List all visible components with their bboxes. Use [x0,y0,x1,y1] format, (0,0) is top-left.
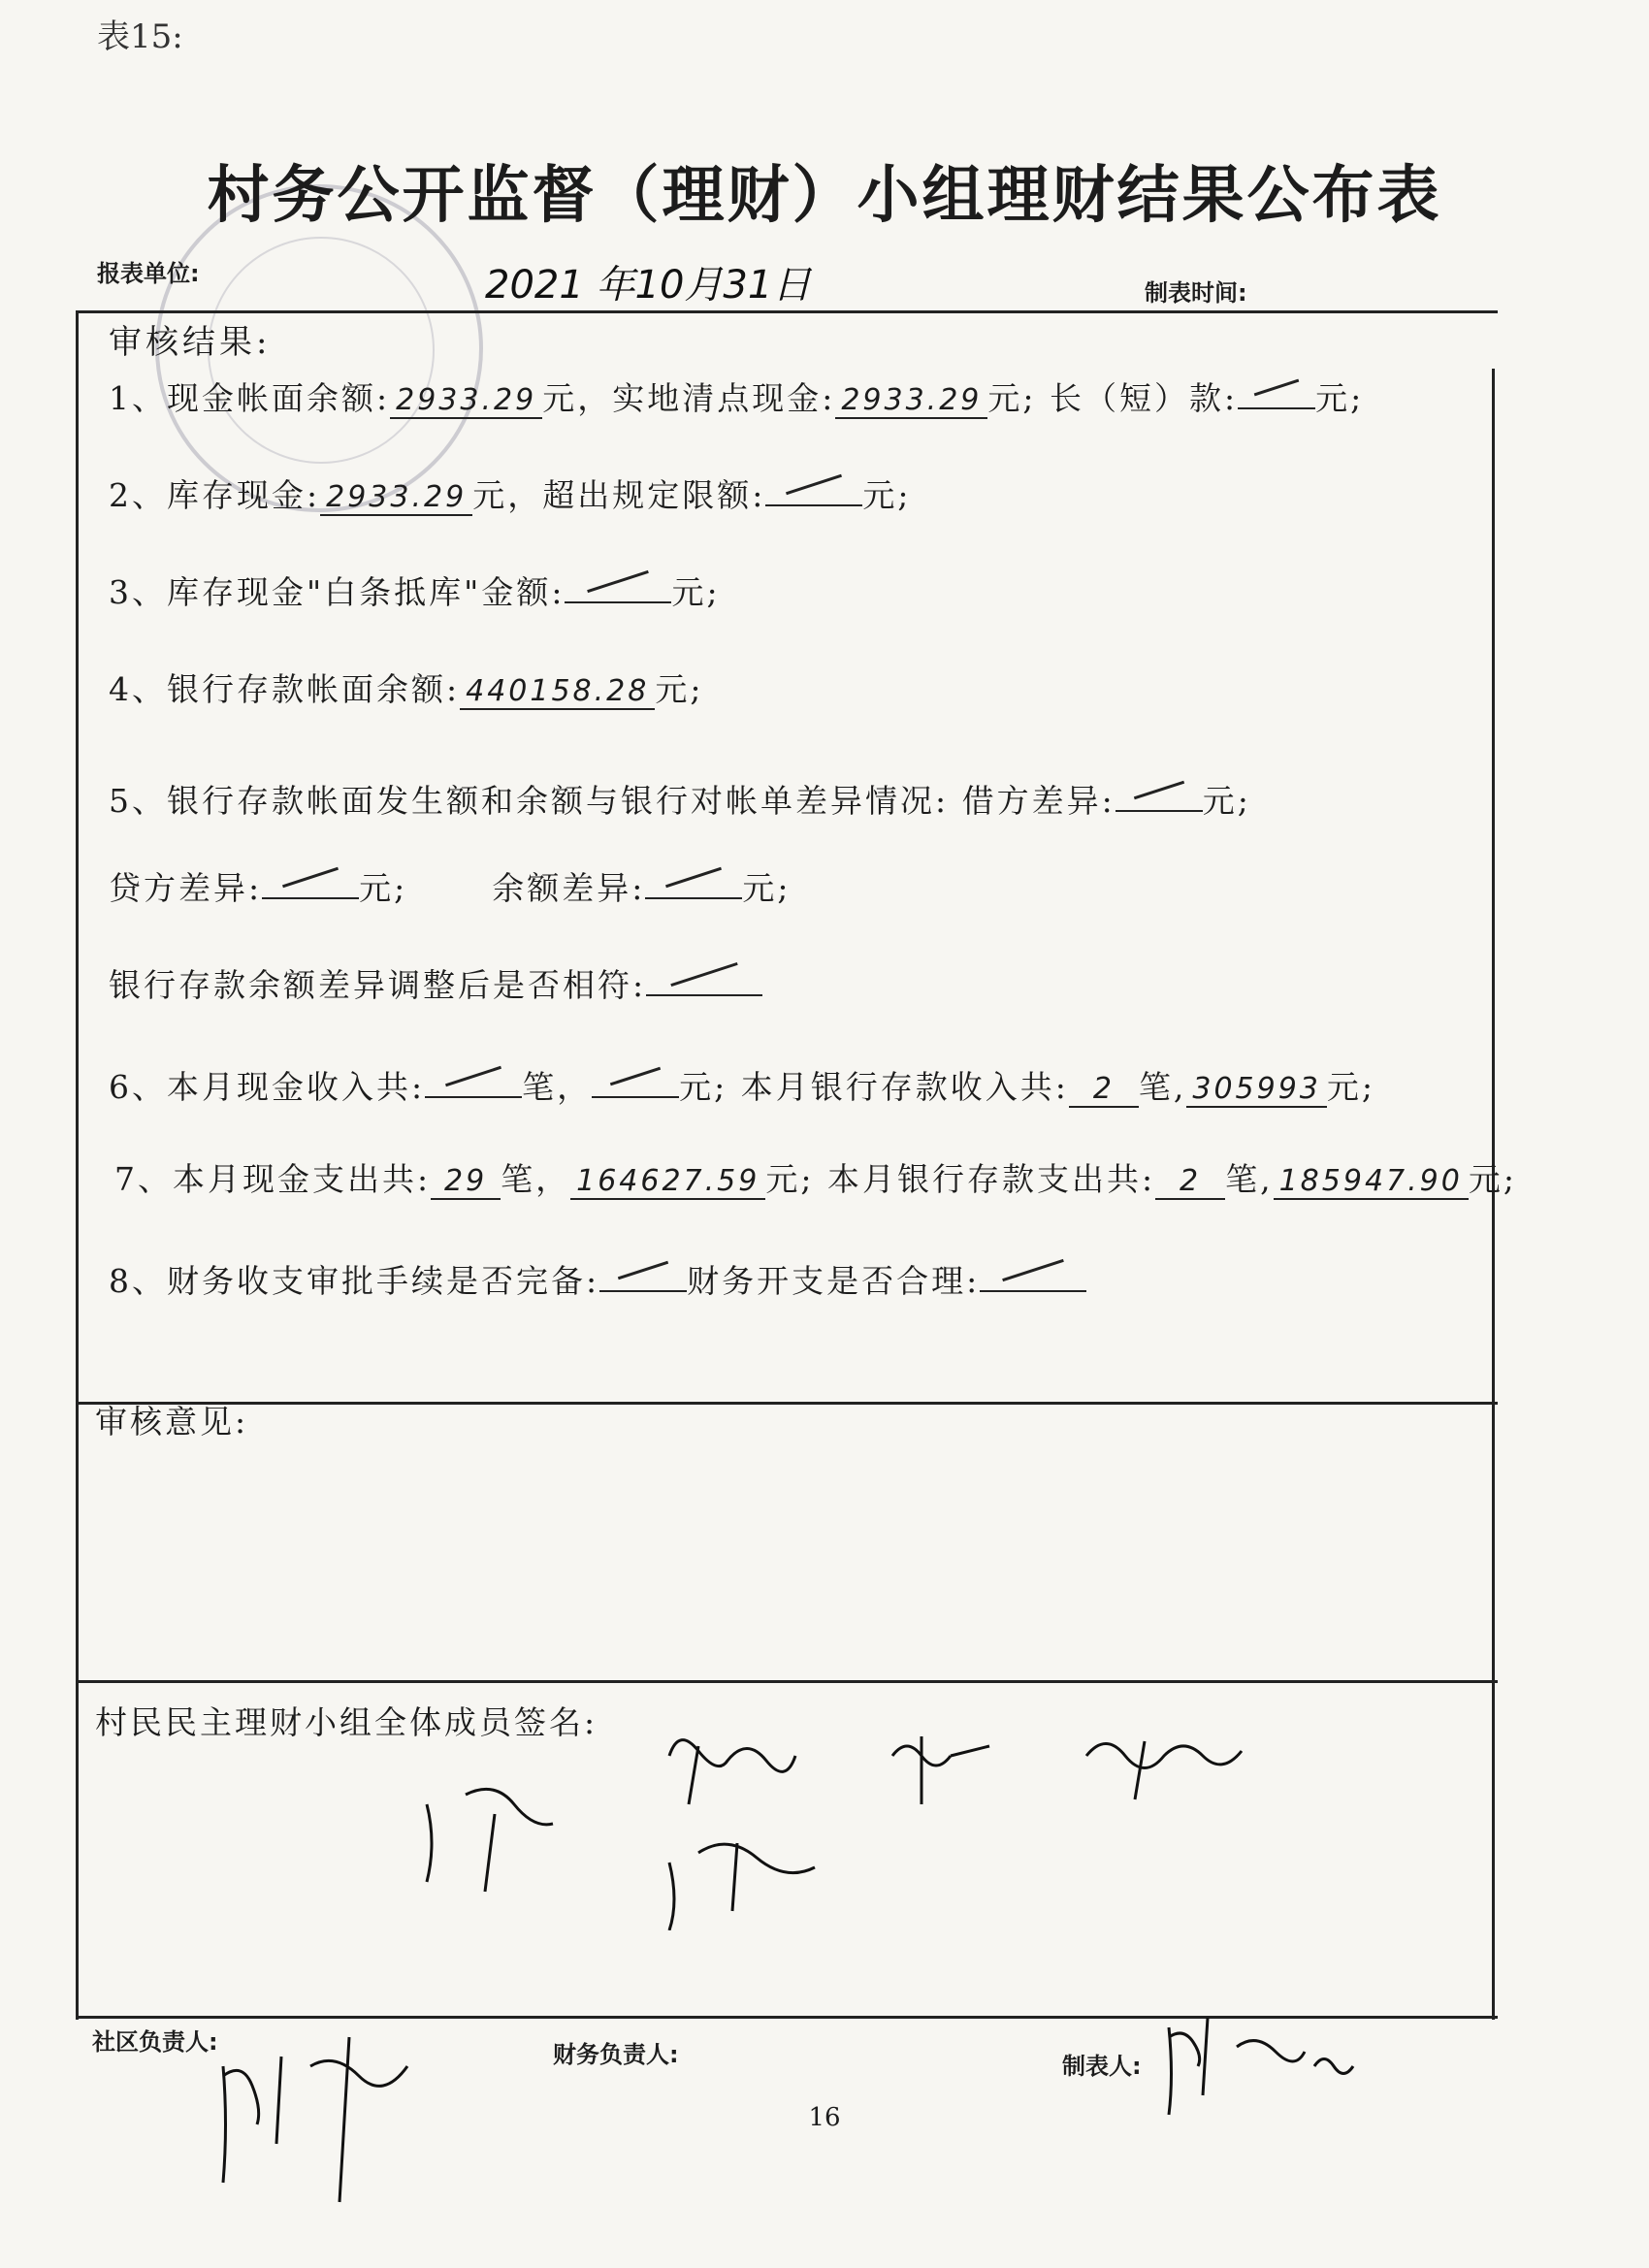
review-line-8: 8、财务收支审批手续是否完备: 财务开支是否合理: [109,1256,1086,1302]
review-line-5c: 银行存款余额差异调整后是否相符: [109,960,762,1006]
review-line-5: 5、银行存款帐面发生额和余额与银行对帐单差异情况: 借方差异: 元; [109,782,1251,820]
maker-label: 制表人: [1062,2053,1142,2080]
review-section-label: 审核结果: [109,323,272,362]
review-line-1: 1、现金帐面余额: 2933.29 元，实地清点现金: 2933.29 元; 长（短）款: 元; [109,379,1365,417]
review-line-4: 4、银行存款帐面余额: 440158.28 元; [109,670,704,708]
review-line-6: 6、本月现金收入共: 笔， 元; 本月银行存款收入共: 2 笔, 305993 元; [109,1068,1376,1106]
divider-signatures [76,1680,1498,1683]
review-line-2: 2、库存现金: 2933.29 元，超出规定限额: 元; [109,476,912,514]
community-leader-signature [194,2018,504,2251]
community-leader-label: 社区负责人: [92,2028,218,2056]
report-unit-label: 报表单位: [97,260,200,287]
review-line-3: 3、库存现金"白条抵库"金额: 元; [109,573,721,611]
signatures-label: 村民民主理财小组全体成员签名: [95,1703,598,1741]
table-left-border [76,310,79,2020]
made-time-label: 制表时间: [1145,279,1247,307]
page-title: 村务公开监督（理财）小组理财结果公布表 [207,159,1442,232]
review-line-7: 7、本月现金支出共: 29 笔， 164627.59 元; 本月银行存款支出共: 2 笔, 185947.90 元; [114,1160,1517,1198]
opinion-label: 审核意见: [95,1403,249,1441]
page-number: 16 [808,2103,841,2132]
review-line-5b: 贷方差异: 元; 余额差异: 元; [109,869,792,907]
report-date: 2021 年10月31日 [485,263,812,308]
table-number: 表15: [97,17,183,56]
member-signatures [407,1717,1377,1930]
table-top-border [76,310,1498,313]
divider-opinion [76,1402,1498,1405]
finance-leader-label: 财务负责人: [553,2041,679,2068]
